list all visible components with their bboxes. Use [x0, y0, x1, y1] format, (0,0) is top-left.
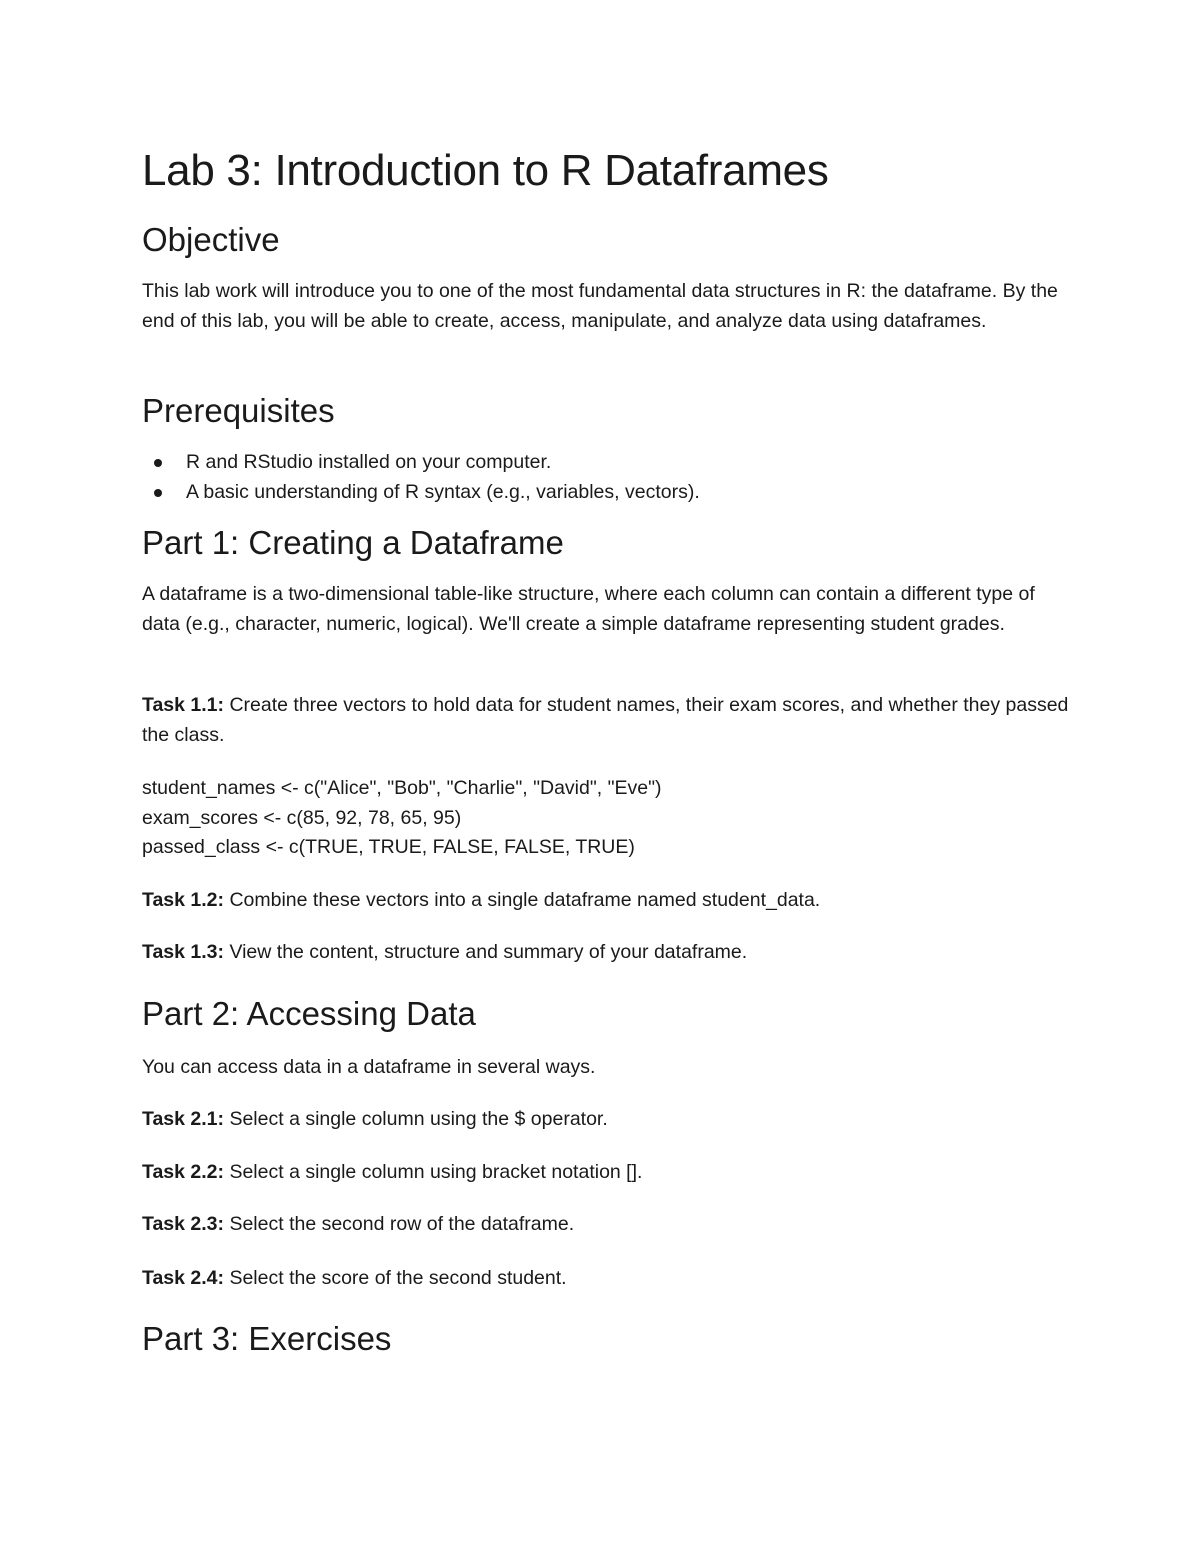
task-2-4: [142, 1264, 1072, 1294]
task-label: Task 1.3:: [142, 941, 225, 963]
task-2-1: [142, 1105, 1072, 1135]
task-text: Select the second row of the dataframe.: [224, 1213, 575, 1235]
task-text: Create three vectors to hold data for student names, their exam scores, and whether they passed the class.: [142, 694, 1069, 746]
objective-heading: Objective: [142, 221, 280, 258]
part3-heading: Part 3: Exercises: [142, 1320, 392, 1357]
task-label: Task 1.2:: [142, 889, 225, 911]
task-text: Select a single column using the $ operator.: [224, 1108, 608, 1130]
code-line: passed_class <- c(TRUE, TRUE, FALSE, FALSE, TRUE): [142, 836, 635, 858]
code-line: student_names <- c("Alice", "Bob", "Charlie", "David", "Eve"): [142, 777, 662, 799]
task-label: Task 1.1:: [142, 694, 225, 716]
list-item: R and RStudio installed on your computer.: [142, 448, 1072, 478]
task-label: Task 2.1:: [142, 1108, 225, 1130]
part2-heading: Part 2: Accessing Data: [142, 995, 476, 1032]
task-label: Task 2.2:: [142, 1161, 225, 1183]
prerequisites-list: [142, 448, 1072, 507]
task-text: View the content, structure and summary of your dataframe.: [224, 941, 748, 963]
part2-intro: You can access data in a dataframe in several ways.: [142, 1056, 596, 1078]
task-label: Task 2.4:: [142, 1267, 225, 1289]
code-line: exam_scores <- c(85, 92, 78, 65, 95): [142, 806, 462, 829]
list-item: A basic understanding of R syntax (e.g., variables, vectors).: [142, 478, 1072, 508]
task-1-1: [142, 691, 1072, 750]
task-1-2: [142, 886, 1072, 916]
page-title: Lab 3: Introduction to R Dataframes: [142, 146, 829, 195]
task-text: Select a single column using bracket notation [].: [224, 1161, 643, 1183]
prerequisites-heading: Prerequisites: [142, 392, 335, 429]
code-block: [142, 774, 1072, 863]
task-text: Combine these vectors into a single dataframe named student_data.: [224, 889, 821, 911]
objective-text: This lab work will introduce you to one of the most fundamental data structures in R: the dataframe. By the end of this lab, you will be able to create, access, manipulate, and analyze data using dataframes.: [142, 280, 1058, 332]
part1-heading: Part 1: Creating a Dataframe: [142, 524, 564, 561]
task-text: Select the score of the second student.: [224, 1267, 567, 1289]
task-2-2: [142, 1158, 1072, 1188]
part1-intro: A dataframe is a two-dimensional table-like structure, where each column can contain a different type of data (e.g., character, numeric, logical). We'll create a simple dataframe representing student grades.: [142, 583, 1035, 635]
task-2-3: [142, 1210, 1072, 1240]
task-1-3: [142, 938, 1072, 968]
task-label: Task 2.3:: [142, 1213, 225, 1235]
